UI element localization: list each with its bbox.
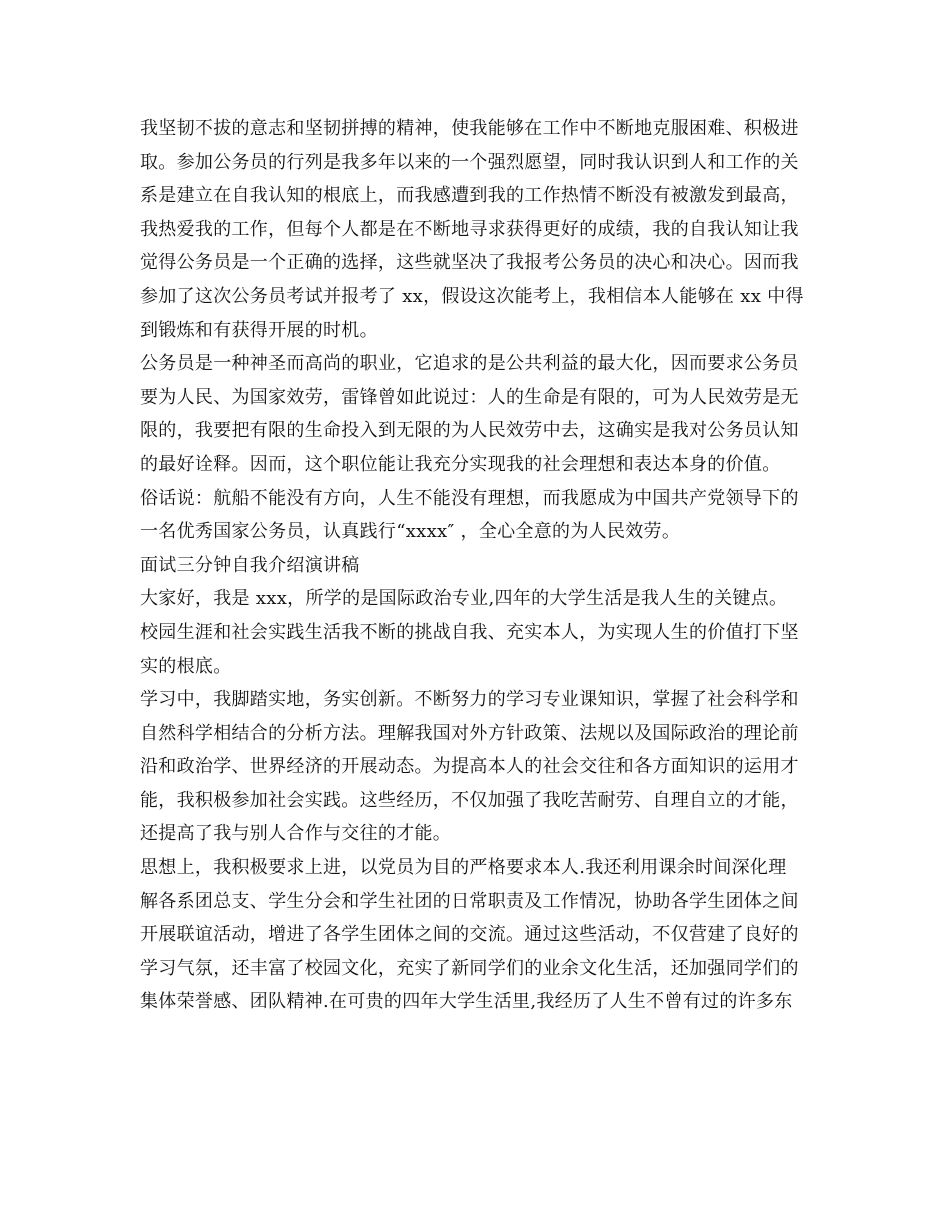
text-line: 要为人民、为国家效劳，雷锋曾如此说过：人的生命是有限的，可为人民效劳是无 xyxy=(140,386,799,408)
text-line: 限的，我要把有限的生命投入到无限的为人民效劳中去，这确实是我对公务员认知 xyxy=(140,420,799,442)
text-line: 学习中，我脚踏实地，务实创新。不断努力的学习专业课知识，掌握了社会科学和 xyxy=(140,689,799,711)
text-line: 取。参加公务员的行列是我多年以来的一个强烈愿望，同时我认识到人和工作的关 xyxy=(140,151,799,173)
text-line: 我坚韧不拔的意志和坚韧拼搏的精神，使我能够在工作中不断地克服困难、积极进 xyxy=(140,118,799,139)
document-body xyxy=(140,112,805,1019)
text-line: 一名优秀国家公务员，认真践行“xxxx″ ，全心全意的为人民效劳。 xyxy=(140,521,681,543)
text-line: 开展联谊活动，增进了各学生团体之间的交流。通过这些活动，不仅营建了良好的 xyxy=(140,924,799,946)
section-heading: 面试三分钟自我介绍演讲稿 xyxy=(140,554,360,576)
text-line: 实的根底。 xyxy=(140,655,232,677)
text-line: 还提高了我与别人合作与交往的才能。 xyxy=(140,823,452,845)
text-line: 的最好诠释。因而，这个职位能让我充分实现我的社会理想和表达本身的价值。 xyxy=(140,453,781,475)
text-line: 思想上，我积极要求上进，以党员为目的严格要求本人.我还利用课余时间深化理 xyxy=(140,857,787,879)
text-line: 校园生涯和社会实践生活我不断的挑战自我、充实本人，为实现人生的价值打下坚 xyxy=(140,621,799,643)
text-line: 解各系团总支、学生分会和学生社团的日常职责及工作情况，协助各学生团体之间 xyxy=(140,890,799,912)
text-line: 公务员是一种神圣而高尚的职业，它追求的是公共利益的最大化，因而要求公务员 xyxy=(140,353,799,375)
text-line: 系是建立在自我认知的根底上，而我感遭到我的工作热情不断没有被激发到最高， xyxy=(140,185,799,207)
text-line: 学习气氛，还丰富了校园文化，充实了新同学们的业余文化生活，还加强同学们的 xyxy=(140,957,799,979)
text-line: 觉得公务员是一个正确的选择，这些就坚决了我报考公务员的决心和决心。因而我 xyxy=(140,252,799,274)
text-line: 沿和政治学、世界经济的开展动态。为提高本人的社会交往和各方面知识的运用才 xyxy=(140,756,799,778)
text-line: 参加了这次公务员考试并报考了 xx，假设这次能考上，我相信本人能够在 xx 中得 xyxy=(140,285,804,307)
text-line: 大家好，我是 xxx，所学的是国际政治专业,四年的大学生活是我人生的关键点。 xyxy=(140,588,788,610)
text-line: 能，我积极参加社会实践。这些经历，不仅加强了我吃苦耐劳、自理自立的才能， xyxy=(140,789,799,811)
text-line: 集体荣誉感、团队精神.在可贵的四年大学生活里,我经历了人生不曾有过的许多东 xyxy=(140,991,793,1013)
text-line: 到锻炼和有获得开展的时机。 xyxy=(140,319,378,341)
text-line: 俗话说：航船不能没有方向，人生不能没有理想，而我愿成为中国共产党领导下的 xyxy=(140,487,799,509)
text-line: 我热爱我的工作，但每个人都是在不断地寻求获得更好的成绩，我的自我认知让我 xyxy=(140,218,799,240)
text-line: 自然科学相结合的分析方法。理解我国对外方针政策、法规以及国际政治的理论前 xyxy=(140,722,799,744)
